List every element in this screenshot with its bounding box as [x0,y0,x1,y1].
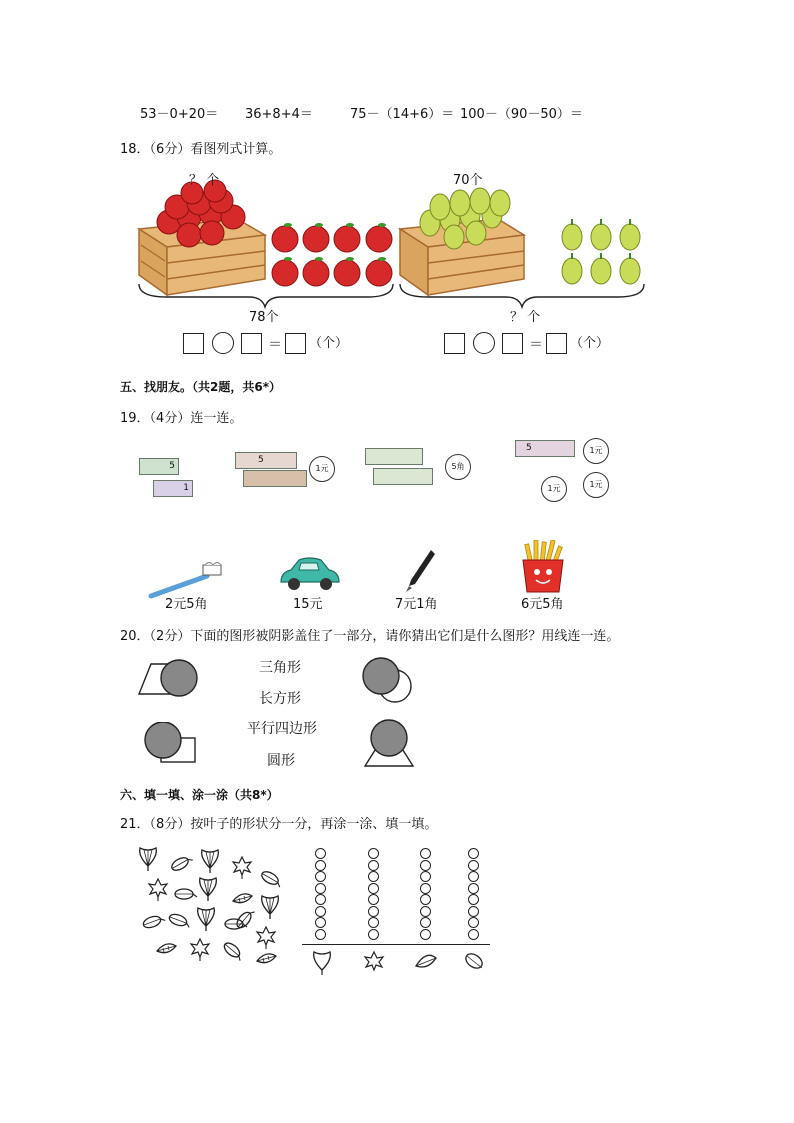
pen-icon [403,548,437,594]
bead[interactable] [368,917,379,928]
operator-circle[interactable] [212,332,234,354]
oval-leaf-icon [463,951,485,971]
q20-figure [137,652,417,772]
baseline [302,944,490,945]
answer-box[interactable] [241,333,262,354]
banknote-icon [365,448,423,465]
unit-label: （个） [570,336,610,351]
bead[interactable] [368,929,379,940]
bead[interactable] [420,906,431,917]
bead[interactable] [468,848,479,859]
coin-icon: 1元 [541,476,567,502]
bead[interactable] [315,894,326,905]
option-rectangle[interactable]: 长方形 [259,691,301,707]
answer-box[interactable] [183,333,204,354]
bead[interactable] [368,860,379,871]
option-circle[interactable]: 圆形 [267,753,295,769]
answer-box[interactable] [502,333,523,354]
bead[interactable] [315,906,326,917]
feather-leaf-icon [416,955,436,967]
apple-bottom-label: 78个 [249,310,279,325]
bead[interactable] [420,894,431,905]
equation-4: 100－（90－50）＝ [460,107,583,122]
hidden-rectangle [141,722,207,770]
leaf-category-icons [302,948,492,976]
bead[interactable] [468,929,479,940]
q20-title: 20．（2分）下面的图形被阴影盖住了一部分，请你猜出它们是什么图形？用线连一连。 [120,629,620,644]
apple-figure-svg [137,167,395,360]
equation-3: 75－（14+6）＝ [350,107,455,122]
bead[interactable] [420,929,431,940]
q19-title: 19．（4分）连一连。 [120,411,243,426]
price-toothbrush: 2元5角 [165,597,208,612]
bead[interactable] [315,883,326,894]
bead[interactable] [468,906,479,917]
q19-figure [137,436,613,616]
bead-column-4 [468,848,479,940]
fries-icon [519,540,567,594]
maple-leaf-icon [365,952,383,970]
pear-bottom-label: ？ 个 [510,310,541,325]
hidden-triangle [363,718,419,768]
answer-box[interactable] [546,333,567,354]
answer-box[interactable] [444,333,465,354]
coin-icon: 1元 [583,438,609,464]
banknote-icon: 5 [235,452,297,469]
equals-sign: ＝ [268,337,282,353]
banknote-icon [243,470,307,487]
section5-title: 五、找朋友。（共2题，共6*） [120,380,281,394]
coin-icon: 1元 [309,456,335,482]
equals-sign: ＝ [529,337,543,353]
apple-top-label: ？ 个 [189,173,220,188]
bead[interactable] [468,917,479,928]
answer-box[interactable] [285,333,306,354]
bead[interactable] [420,883,431,894]
ginkgo-leaf-icon [314,952,331,975]
car-icon [277,554,343,594]
bead[interactable] [315,871,326,882]
price-pen: 7元1角 [395,597,438,612]
q18-title: 18．（6分）看图列式计算。 [120,142,282,157]
bead[interactable] [468,860,479,871]
hidden-parallelogram [137,658,203,698]
bead[interactable] [468,871,479,882]
option-triangle[interactable]: 三角形 [259,660,301,676]
equation-1: 53－0+20＝ [140,107,219,122]
option-parallelogram[interactable]: 平行四边形 [247,721,317,737]
banknote-icon [373,468,433,485]
bead[interactable] [315,848,326,859]
coin-icon: 5角 [445,454,471,480]
bead[interactable] [368,883,379,894]
bead[interactable] [420,860,431,871]
pear-top-label: 70个 [453,173,483,188]
bead[interactable] [368,848,379,859]
equation-2: 36+8+4＝ [245,107,313,122]
coin-icon: 1元 [583,472,609,498]
bead-column-3 [420,848,431,940]
q18-pears-figure [398,167,648,360]
bead[interactable] [420,871,431,882]
bead[interactable] [368,906,379,917]
toothbrush-icon [145,560,225,600]
bead[interactable] [315,860,326,871]
q18-apples-figure [137,167,395,360]
leaves-cluster [134,840,294,970]
unit-label: （个） [309,336,349,351]
price-car: 15元 [293,597,323,612]
price-fries: 6元5角 [521,597,564,612]
pear-figure-svg [398,167,648,360]
q21-title: 21．（8分）按叶子的形状分一分，再涂一涂、填一填。 [120,817,438,832]
banknote-icon: 5 [515,440,575,457]
bead[interactable] [368,871,379,882]
bead[interactable] [315,929,326,940]
bead-column-1 [315,848,326,940]
bead[interactable] [315,917,326,928]
bead[interactable] [468,883,479,894]
operator-circle[interactable] [473,332,495,354]
hidden-circle [361,656,417,706]
section6-title: 六、填一填、涂一涂（共8*） [120,788,279,802]
bead[interactable] [368,894,379,905]
banknote-icon: 1 [153,480,193,497]
bead[interactable] [420,917,431,928]
banknote-icon: 5 [139,458,179,475]
bead[interactable] [420,848,431,859]
bead-column-2 [368,848,379,940]
q21-figure [134,840,494,978]
bead[interactable] [468,894,479,905]
